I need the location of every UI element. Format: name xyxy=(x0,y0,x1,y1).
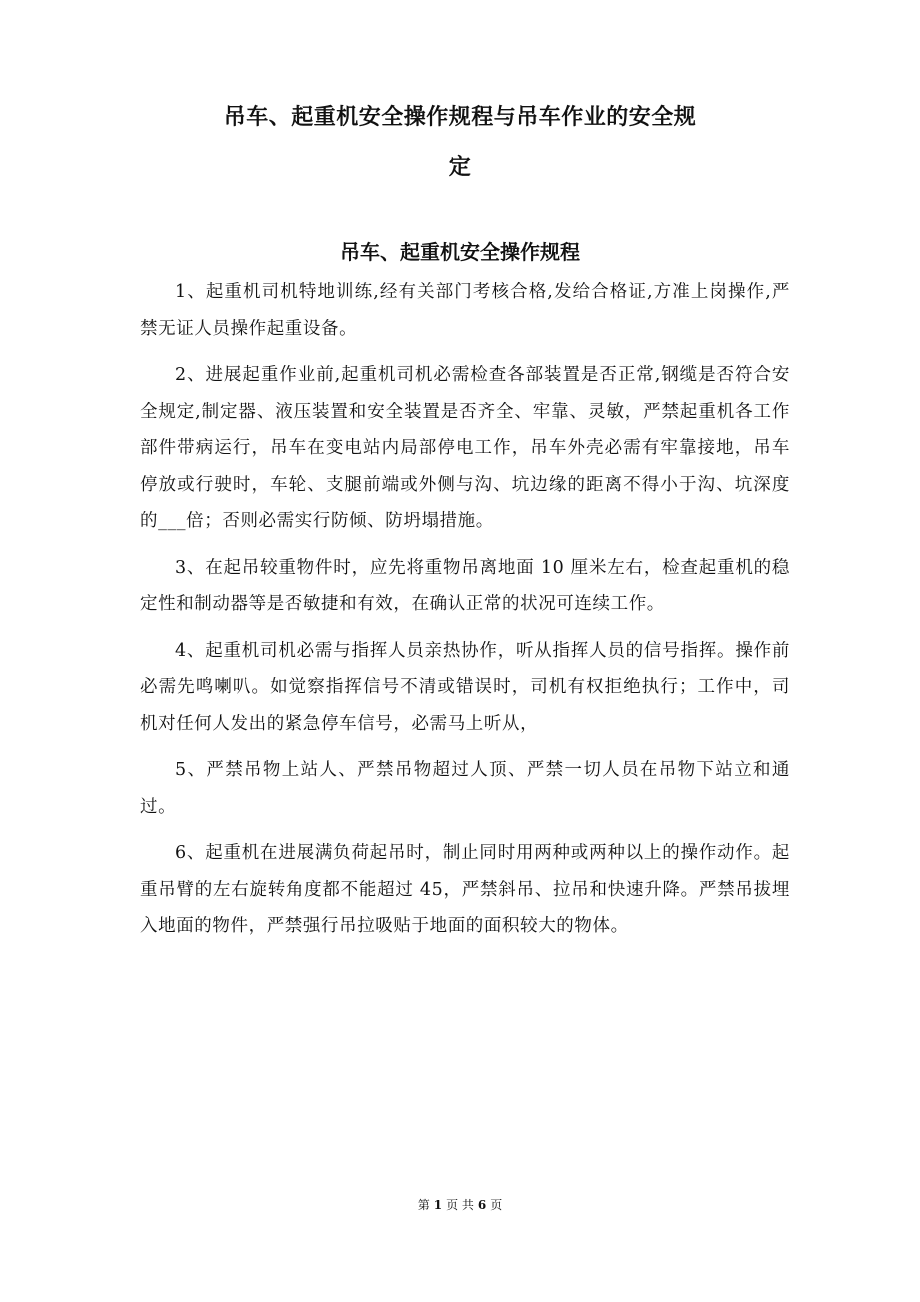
document-title-line-1: 吊车、起重机安全操作规程与吊车作业的安全规 xyxy=(223,105,697,130)
page-footer xyxy=(0,1196,920,1213)
paragraph-2: 2、进展起重作业前,起重机司机必需检查各部装置是否正常,钢缆是否符合安全规定,制定器、液压装置和安全装置是否齐全、牢靠、灵敏，严禁起重机各工作部件带病运行，吊车在变电站内局部停电工作，吊车外壳必需有牢靠接地，吊车停放或行驶时，车轮、支腿前端或外侧与沟、坑边缘的距离不得小于沟、坑深度的___倍；否则必需实行防倾、防坍塌措施。 xyxy=(140,365,790,531)
section-title: 吊车、起重机安全操作规程 xyxy=(340,240,580,264)
footer-middle: 页 共 xyxy=(446,1198,474,1212)
paragraph-3: 3、在起吊较重物件时，应先将重物吊离地面 10 厘米左右，检查起重机的稳定性和制动器等是否敏捷和有效，在确认正常的状况可连续工作。 xyxy=(140,557,790,614)
footer-prefix: 第 xyxy=(417,1198,430,1212)
paragraph-4: 4、起重机司机必需与指挥人员亲热协作，听从指挥人员的信号指挥。操作前必需先鸣喇叭。如觉察指挥信号不清或错误时，司机有权拒绝执行；工作中，司机对任何人发出的紧急停车信号，必需马上听从， xyxy=(140,640,790,734)
footer-total-pages: 6 xyxy=(477,1198,487,1212)
footer-suffix: 页 xyxy=(490,1198,503,1212)
document-title-line-2: 定 xyxy=(448,155,472,180)
footer-page-number: 1 xyxy=(433,1198,443,1212)
document-body xyxy=(140,274,790,955)
paragraph-6: 6、起重机在进展满负荷起吊时，制止同时用两种或两种以上的操作动作。起重吊臂的左右旋转角度都不能超过 45，严禁斜吊、拉吊和快速升降。严禁吊拔埋入地面的物件，严禁强行吊拉吸贴于地面的面积较大的物体。 xyxy=(140,843,790,936)
paragraph-5: 5、严禁吊物上站人、严禁吊物超过人顶、严禁一切人员在吊物下站立和通过。 xyxy=(140,760,790,817)
paragraph-1: 1、起重机司机特地训练,经有关部门考核合格,发给合格证,方准上岗操作,严禁无证人员操作起重设备。 xyxy=(140,282,790,339)
